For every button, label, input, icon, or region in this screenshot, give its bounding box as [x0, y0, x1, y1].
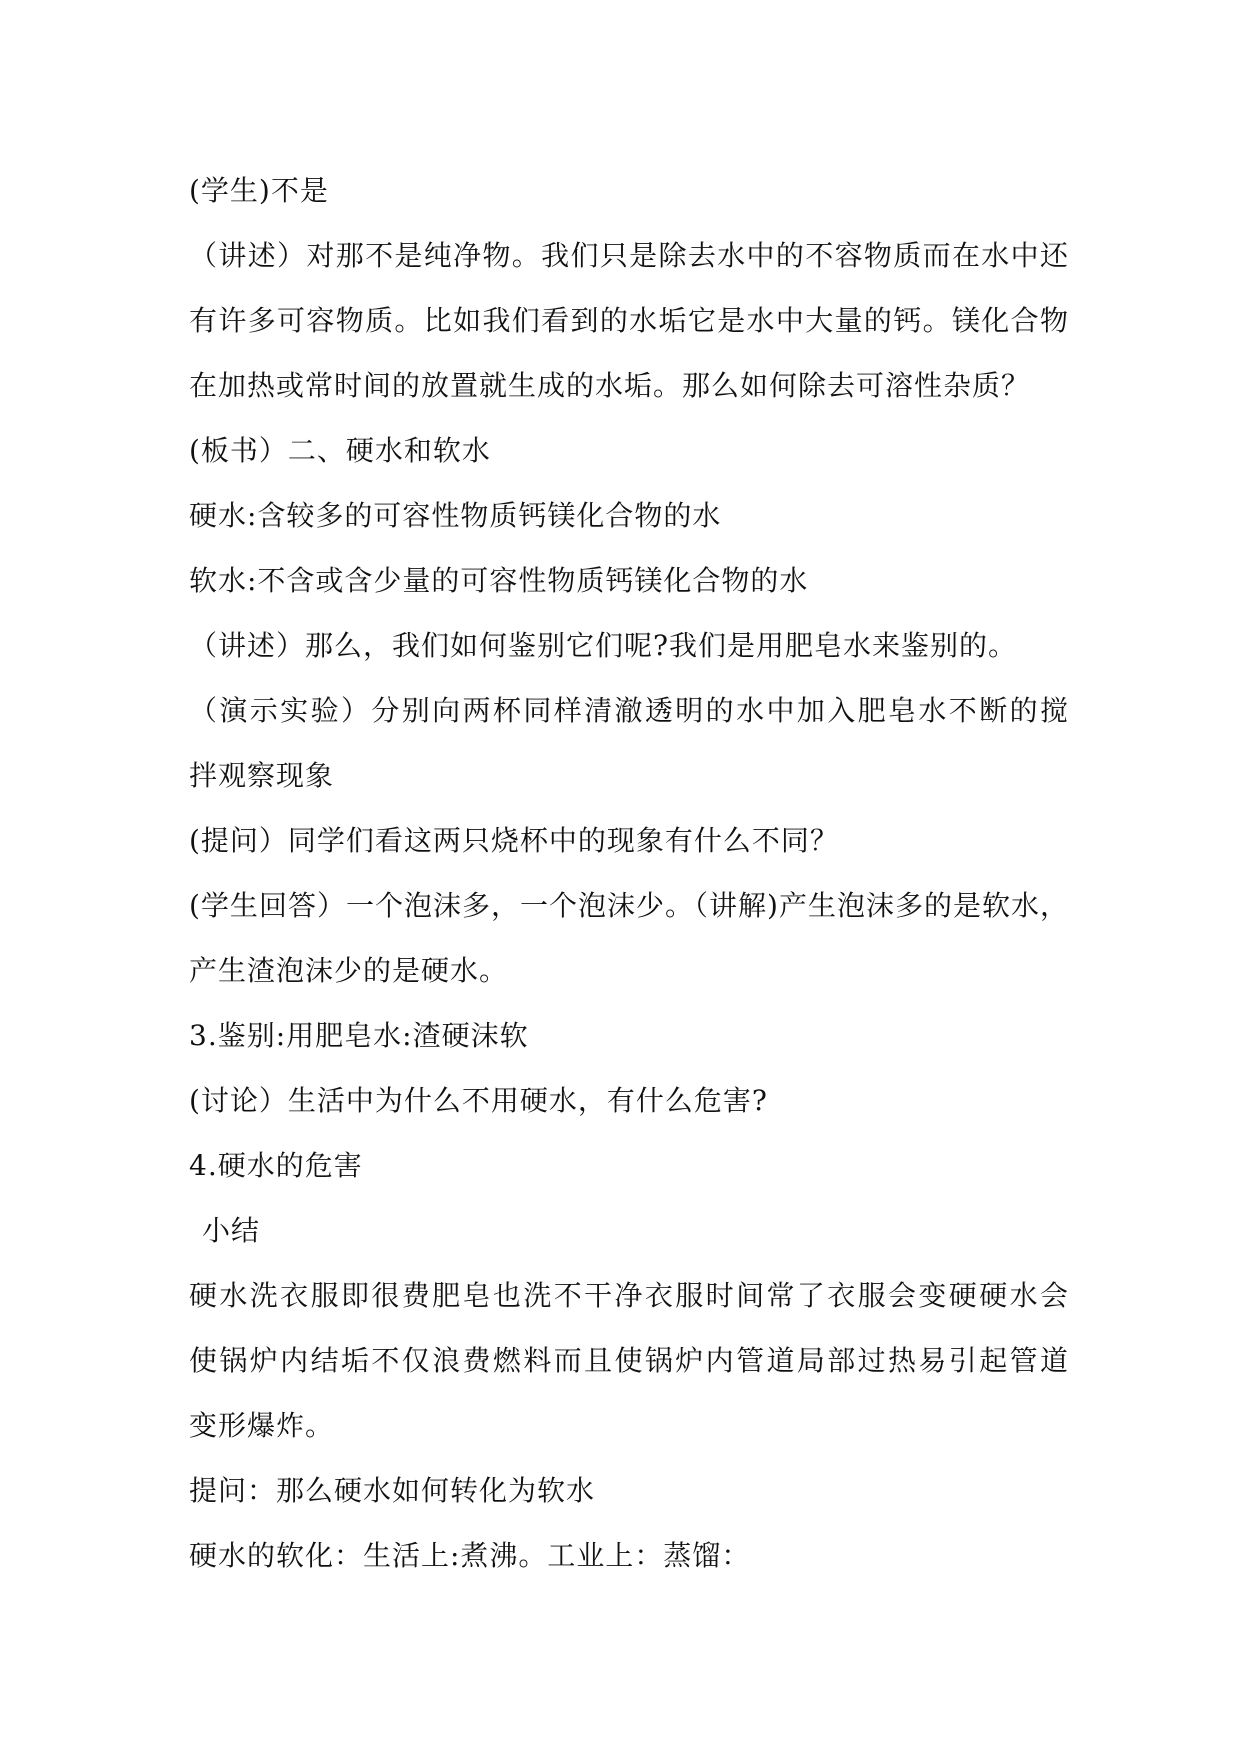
question-line: 提问：那么硬水如何转化为软水: [189, 1474, 596, 1507]
document-body: [189, 158, 1069, 1588]
text-line: (学生)不是: [189, 174, 329, 207]
numbered-point: 3.鉴别:用肥皂水:渣硬沫软: [189, 1019, 529, 1052]
text-line: 硬水洗衣服即很费肥皂也洗不干净衣服时间常了衣服会变硬硬水会: [189, 1279, 1069, 1312]
text-line: 有许多可容物质。比如我们看到的水垢它是水中大量的钙。镁化合物: [189, 304, 1069, 337]
text-line: （讲述）那么，我们如何鉴别它们呢?我们是用肥皂水来鉴别的。: [189, 629, 1018, 662]
text-line: 在加热或常时间的放置就生成的水垢。那么如何除去可溶性杂质？: [189, 369, 1031, 402]
summary-heading: 小结: [202, 1214, 261, 1247]
text-line: 拌观察现象: [189, 759, 335, 792]
text-line: 产生渣泡沫少的是硬水。: [189, 954, 509, 987]
text-line: (学生回答）一个泡沫多，一个泡沫少。（讲解)产生泡沫多的是软水，: [189, 889, 1069, 922]
text-line: 变形爆炸。: [189, 1409, 335, 1442]
discussion-line: (讨论）生活中为什么不用硬水，有什么危害?: [189, 1084, 768, 1117]
definition-hard-water: 硬水:含较多的可容性物质钙镁化合物的水: [189, 499, 722, 532]
text-line: 硬水的软化：生活上:煮沸。工业上：蒸馏：: [189, 1539, 751, 1572]
section-heading: (板书）二、硬水和软水: [189, 434, 491, 467]
text-line: （演示实验）分别向两杯同样清澈透明的水中加入肥皂水不断的搅: [189, 694, 1069, 727]
text-line: （讲述）对那不是纯净物。我们只是除去水中的不容物质而在水中还: [189, 239, 1069, 272]
numbered-point: 4.硬水的危害: [189, 1149, 363, 1182]
question-line: (提问）同学们看这两只烧杯中的现象有什么不同？: [189, 824, 839, 857]
text-line: 使锅炉内结垢不仅浪费燃料而且使锅炉内管道局部过热易引起管道: [189, 1344, 1069, 1377]
definition-soft-water: 软水:不含或含少量的可容性物质钙镁化合物的水: [189, 564, 809, 597]
